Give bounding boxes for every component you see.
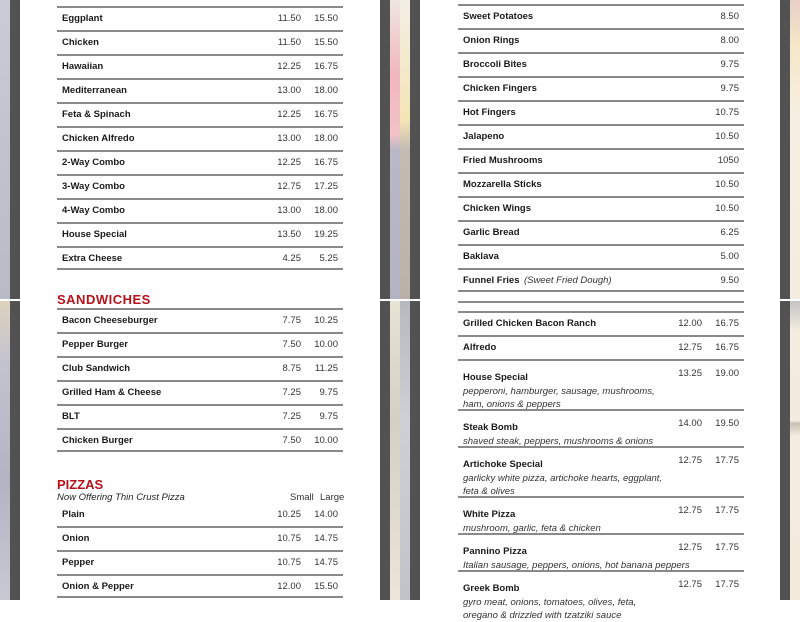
menu-row: 4-Way Combo 13.00 18.00 [57, 198, 343, 222]
frame-bar [410, 301, 420, 600]
menu-row: Pepper Burger 7.50 10.00 [57, 332, 343, 356]
item-description: mushroom, garlic, feta & chicken [463, 523, 601, 534]
menu-row: Funnel Fries (Sweet Fried Dough) 9.50 [458, 268, 744, 292]
menu-row: Pannino Pizza 12.75 17.75 Italian sausage, peppers, onions, hot banana peppers [458, 533, 744, 570]
menu-row: Baklava 5.00 [458, 244, 744, 268]
menu-row: Steak Bomb 14.00 19.50 shaved steak, peppers, mushrooms & onions [458, 409, 744, 446]
menu-row: Club Sandwich 8.75 11.25 [57, 356, 343, 380]
sandwich-price-list [57, 308, 343, 452]
menu-card [420, 0, 780, 299]
menu-card [420, 301, 780, 621]
menu-row: Onion 10.75 14.75 [57, 526, 343, 550]
menu-row: Chicken Burger 7.50 10.00 [57, 428, 343, 452]
background-photo-strip [390, 0, 400, 299]
section-title-pizzas: PIZZAS [57, 477, 104, 492]
item-description: garlicky white pizza, artichoke hearts, eggplant, feta & olives [463, 473, 663, 497]
background-photo-strip [790, 301, 800, 600]
item-description: pepperoni, hamburger, sausage, mushrooms, ham, onions & peppers [463, 386, 655, 410]
item-description: Italian sausage, peppers, onions, hot banana peppers [463, 560, 690, 571]
frame-bar [10, 0, 20, 299]
menu-row: Alfredo 12.75 16.75 [458, 335, 744, 359]
menu-row: Greek Bomb 12.75 17.75 gyro meat, onions, tomatoes, olives, feta, oregano & drizzled with tzatziki sauce [458, 570, 744, 620]
frame-bar [780, 301, 790, 600]
menu-row: Chicken Fingers 9.75 [458, 76, 744, 100]
menu-row: Pepper 10.75 14.75 [57, 550, 343, 574]
menu-card [20, 292, 380, 600]
menu-row: Jalapeno 10.50 [458, 124, 744, 148]
section-subtitle: Now Offering Thin Crust Pizza [57, 492, 185, 503]
menu-panel-top-right [400, 0, 800, 299]
menu-row: Hot Fingers 10.75 [458, 100, 744, 124]
background-photo-strip [0, 0, 10, 299]
pizza-price-list [57, 6, 343, 270]
menu-row: Chicken Wings 10.50 [458, 196, 744, 220]
menu-row: White Pizza 12.75 17.75 mushroom, garlic, feta & chicken [458, 496, 744, 533]
menu-row: Sweet Potatoes 8.50 [458, 4, 744, 28]
item-description: gyro meat, onions, tomatoes, olives, feta, oregano & drizzled with tzatziki sauce [463, 597, 637, 621]
item-note: (Sweet Fried Dough) [523, 275, 612, 286]
menu-row: Eggplant 11.50 15.50 [57, 6, 343, 30]
menu-row: Plain 10.25 14.00 [62, 509, 338, 520]
frame-bar [380, 0, 390, 299]
item-description: shaved steak, peppers, mushrooms & onions [463, 436, 654, 447]
frame-bar [410, 0, 420, 299]
frame-bar [380, 301, 390, 600]
menu-row: House Special 13.25 19.00 pepperoni, hamburger, sausage, mushrooms, ham, onions & peppers [458, 359, 744, 409]
menu-row: Garlic Bread 6.25 [458, 220, 744, 244]
menu-row: BLT 7.25 9.75 [57, 404, 343, 428]
menu-row: Feta & Spinach 12.25 16.75 [57, 102, 343, 126]
menu-row: Hawaiian 12.25 16.75 [57, 54, 343, 78]
frame-bar [10, 301, 20, 600]
menu-row: 2-Way Combo 12.25 16.75 [57, 150, 343, 174]
menu-row: Grilled Ham & Cheese 7.25 9.75 [57, 380, 343, 404]
menu-panel-top-left [0, 0, 400, 299]
menu-row: Extra Cheese 4.25 5.25 [57, 246, 343, 270]
column-header-small: Small [290, 492, 314, 503]
menu-row: Fried Mushrooms 1050 [458, 148, 744, 172]
menu-row: Bacon Cheeseburger 7.75 10.25 [57, 308, 343, 332]
frame-bar [780, 0, 790, 299]
menu-panel-bottom-left [0, 292, 400, 600]
background-photo-strip [400, 301, 410, 600]
background-photo-strip [0, 301, 10, 600]
menu-row: Chicken 11.50 15.50 [57, 30, 343, 54]
specialty-pizza-price-list [458, 301, 744, 620]
column-header-large: Large [320, 492, 345, 503]
sides-price-list [458, 4, 744, 292]
menu-row: House Special 13.50 19.25 [57, 222, 343, 246]
menu-row: Chicken Alfredo 13.00 18.00 [57, 126, 343, 150]
menu-row: Mediterranean 13.00 18.00 [57, 78, 343, 102]
pizza-price-list [57, 504, 343, 598]
background-photo-strip [400, 0, 410, 299]
menu-card [20, 0, 380, 299]
menu-panel-bottom-right [400, 301, 800, 621]
menu-row: Broccoli Bites 9.75 [458, 52, 744, 76]
menu-row: Artichoke Special 12.75 17.75 garlicky white pizza, artichoke hearts, eggplant, feta & olives [458, 446, 744, 496]
menu-row: Onion Rings 8.00 [458, 28, 744, 52]
section-title-cutoff: SANDWICHES [57, 292, 151, 307]
background-photo-strip [790, 0, 800, 299]
menu-row: Onion & Pepper 12.00 15.50 [57, 574, 343, 598]
menu-row: Grilled Chicken Bacon Ranch 12.00 16.75 [458, 311, 744, 335]
menu-row: 3-Way Combo 12.75 17.25 [57, 174, 343, 198]
background-photo-strip [390, 301, 400, 600]
menu-row: Mozzarella Sticks 10.50 [458, 172, 744, 196]
